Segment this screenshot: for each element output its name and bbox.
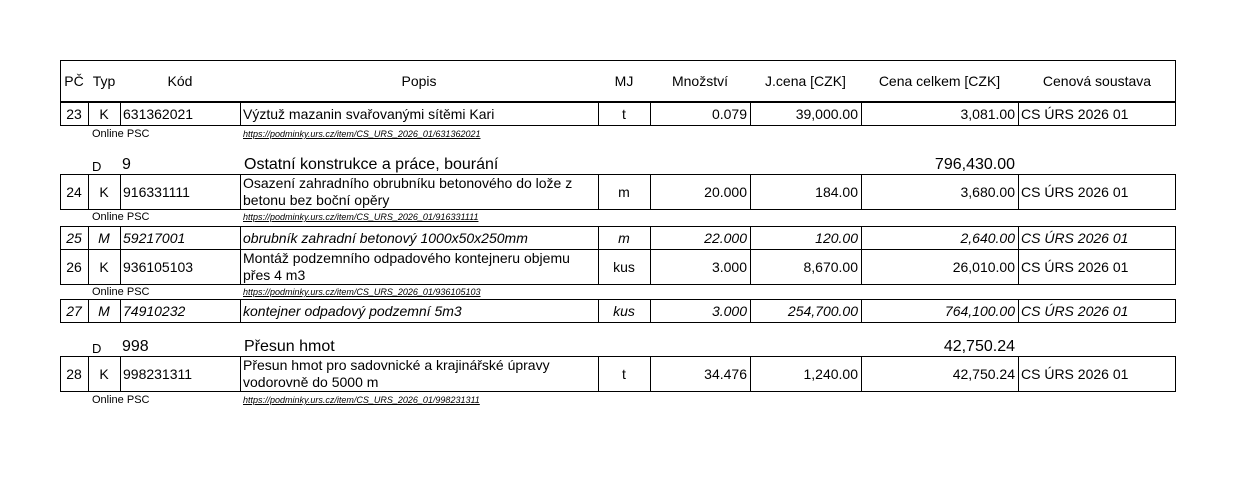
row-typ: K <box>99 366 109 382</box>
row-kod: 631362021 <box>123 106 194 122</box>
row-jcena: 39,000.00 <box>795 106 858 122</box>
row-mnozstvi: 22.000 <box>704 230 747 246</box>
row-cena: 764,100.00 <box>944 303 1015 319</box>
online-psc-label: Online PSC <box>92 394 150 406</box>
row-popis: Osazení zahradního obrubníku betonového do lože z betonu bez boční opěry <box>243 175 573 208</box>
row-pc: 25 <box>66 230 82 246</box>
row-soustava: CS ÚRS 2026 01 <box>1021 366 1129 382</box>
row-jcena: 1,240.00 <box>803 366 858 382</box>
row-typ: K <box>99 259 109 275</box>
row-pc: 26 <box>66 259 82 275</box>
row-typ: K <box>99 184 109 200</box>
row-jcena: 184.00 <box>815 184 858 200</box>
row-popis: Montáž podzemního odpadového kontejneru objemu přes 4 m3 <box>243 250 570 283</box>
header-pc: PČ <box>64 73 84 89</box>
row-kod: 59217001 <box>123 230 186 246</box>
row-mnozstvi: 3.000 <box>711 303 747 319</box>
row-cena: 3,680.00 <box>960 184 1015 200</box>
row-mj: t <box>622 366 626 382</box>
section-number: 998 <box>122 338 149 355</box>
row-jcena: 120.00 <box>815 230 858 246</box>
row-cena: 2,640.00 <box>960 230 1015 246</box>
header-typ: Typ <box>92 73 116 89</box>
header-mnozstvi: Množství <box>671 73 728 89</box>
row-typ: M <box>98 303 110 319</box>
section-number: 9 <box>122 156 131 173</box>
row-mnozstvi: 0.079 <box>711 106 747 122</box>
row-jcena: 8,670.00 <box>803 259 858 275</box>
row-mj: m <box>618 230 630 246</box>
row-mj: kus <box>613 303 635 319</box>
header-kod: Kód <box>167 73 193 89</box>
row-mj: m <box>618 184 630 200</box>
online-psc-label: Online PSC <box>92 286 150 298</box>
row-typ: K <box>99 106 109 122</box>
header-soustava: Cenová soustava <box>1042 73 1152 89</box>
row-mnozstvi: 20.000 <box>704 184 747 200</box>
header-jcena: J.cena [CZK] <box>765 73 846 89</box>
row-cena: 3,081.00 <box>960 106 1015 122</box>
row-popis: Výztuž mazanin svařovanými sítěmi Kari <box>243 106 495 122</box>
row-soustava: CS ÚRS 2026 01 <box>1021 303 1129 319</box>
row-kod: 998231311 <box>123 366 193 382</box>
row-kod: 936105103 <box>123 259 194 275</box>
section-total: 42,750.24 <box>943 338 1015 355</box>
section-total: 796,430.00 <box>934 156 1015 173</box>
row-soustava: CS ÚRS 2026 01 <box>1021 184 1129 200</box>
row-cena: 26,010.00 <box>952 259 1015 275</box>
row-popis: kontejner odpadový podzemní 5m3 <box>243 303 462 319</box>
row-pc: 24 <box>66 184 82 200</box>
row-soustava: CS ÚRS 2026 01 <box>1021 106 1129 122</box>
section-d: D <box>92 341 102 356</box>
row-jcena: 254,700.00 <box>787 303 858 319</box>
section-title: Ostatní konstrukce a práce, bourání <box>244 156 499 173</box>
row-popis: obrubník zahradní betonový 1000x50x250mm <box>243 230 528 246</box>
online-psc-link[interactable]: https://podminky.urs.cz/item/CS_URS_2026_01/916331111 <box>243 212 479 222</box>
row-kod: 916331111 <box>123 184 190 200</box>
row-soustava: CS ÚRS 2026 01 <box>1021 259 1129 275</box>
row-pc: 23 <box>66 106 82 122</box>
row-kod: 74910232 <box>123 303 186 319</box>
row-typ: M <box>98 230 110 246</box>
header-popis: Popis <box>401 73 437 89</box>
online-psc-link[interactable]: https://podminky.urs.cz/item/CS_URS_2026_01/936105103 <box>243 287 481 297</box>
row-mnozstvi: 3.000 <box>711 259 747 275</box>
section-title: Přesun hmot <box>244 338 335 355</box>
row-soustava: CS ÚRS 2026 01 <box>1021 230 1129 246</box>
row-pc: 27 <box>66 303 82 319</box>
header-mj: MJ <box>614 73 634 89</box>
row-mnozstvi: 34.476 <box>704 366 747 382</box>
online-psc-label: Online PSC <box>92 128 150 140</box>
section-d: D <box>92 159 102 174</box>
row-pc: 28 <box>66 366 82 382</box>
row-mj: kus <box>613 259 635 275</box>
row-popis: Přesun hmot pro sadovnické a krajinářské úpravy vodorovně do 5000 m <box>243 357 550 390</box>
header-cena: Cena celkem [CZK] <box>878 73 1001 89</box>
online-psc-link[interactable]: https://podminky.urs.cz/item/CS_URS_2026_01/631362021 <box>243 129 481 139</box>
online-psc-label: Online PSC <box>92 211 150 223</box>
row-mj: t <box>622 106 626 122</box>
online-psc-link[interactable]: https://podminky.urs.cz/item/CS_URS_2026_01/998231311 <box>243 395 480 405</box>
row-cena: 42,750.24 <box>952 366 1015 382</box>
